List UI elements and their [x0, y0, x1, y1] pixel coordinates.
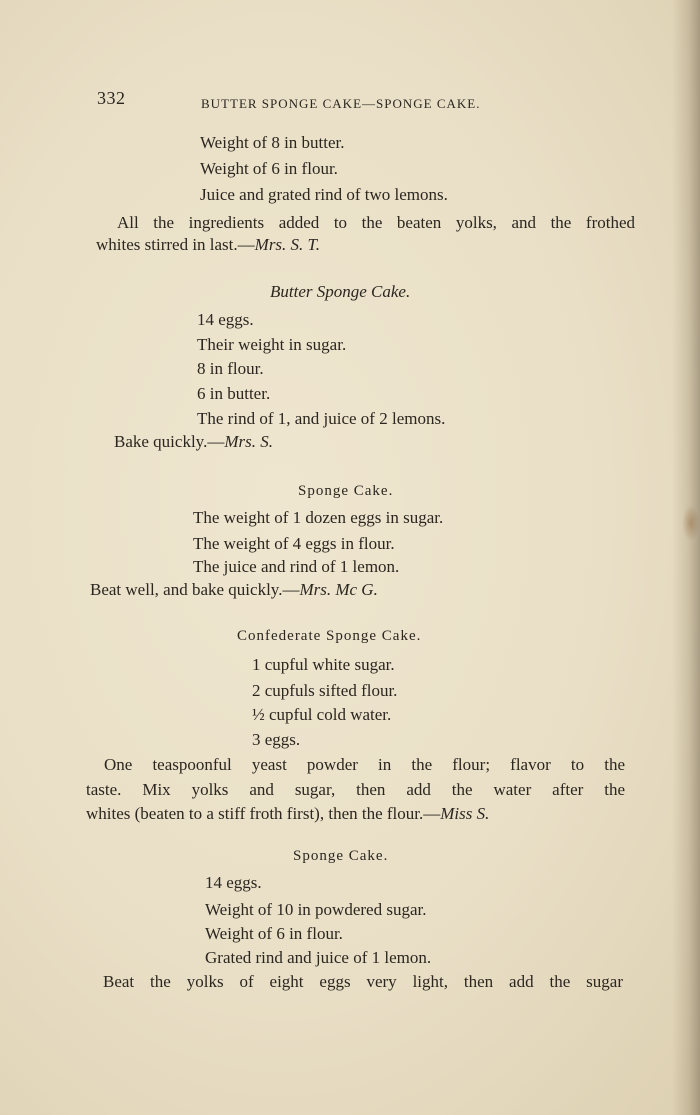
- ingredient-line: 2 cupfuls sifted flour.: [252, 681, 398, 700]
- instruction-line: One teaspoonful yeast powder in the flour; flavor to the: [104, 755, 625, 774]
- attribution: Mrs. Mc G.: [299, 580, 378, 599]
- ingredient-line: 8 in flour.: [197, 359, 264, 378]
- paper-stain: [682, 505, 700, 541]
- instruction-line: Beat the yolks of eight eggs very light, then add the sugar: [103, 972, 623, 991]
- ingredient-line: Grated rind and juice of 1 lemon.: [205, 948, 432, 967]
- recipe-title: Butter Sponge Cake.: [270, 282, 411, 301]
- instruction-line: Bake quickly.—Mrs. S.: [114, 432, 273, 451]
- ingredient-line: Their weight in sugar.: [197, 335, 347, 354]
- ingredient-line: Weight of 10 in powdered sugar.: [205, 900, 427, 919]
- instruction-line: taste. Mix yolks and sugar, then add the water after the: [86, 780, 625, 799]
- recipe-title: Confederate Sponge Cake.: [237, 628, 422, 644]
- ingredient-line: Weight of 8 in butter.: [200, 133, 345, 152]
- ingredient-line: 1 cupful white sugar.: [252, 655, 395, 674]
- ingredient-line: The weight of 4 eggs in flour.: [193, 534, 395, 553]
- running-title: BUTTER SPONGE CAKE—SPONGE CAKE.: [201, 96, 481, 111]
- recipe-title: Sponge Cake.: [293, 848, 389, 864]
- ingredient-line: 3 eggs.: [252, 730, 301, 749]
- instruction-line: whites (beaten to a stiff froth first), then the flour.—Miss S.: [86, 804, 490, 823]
- ingredient-line: ½ cupful cold water.: [252, 705, 392, 724]
- ingredient-line: 14 eggs.: [197, 310, 254, 329]
- attribution: Mrs. S.: [224, 432, 273, 451]
- instruction-line: whites stirred in last.—Mrs. S. T.: [96, 235, 320, 254]
- attribution: Mrs. S. T.: [254, 235, 320, 254]
- instruction-line: All the ingredients added to the beaten yolks, and the frothed: [117, 213, 635, 232]
- ingredient-line: 14 eggs.: [205, 873, 262, 892]
- recipe-title: Sponge Cake.: [298, 483, 394, 499]
- ingredient-line: Weight of 6 in flour.: [205, 924, 343, 943]
- ingredient-line: The weight of 1 dozen eggs in sugar.: [193, 508, 444, 527]
- instruction-line: Beat well, and bake quickly.—Mrs. Mc G.: [90, 580, 378, 599]
- attribution: Miss S.: [440, 804, 490, 823]
- ingredient-line: The juice and rind of 1 lemon.: [193, 557, 400, 576]
- ingredient-line: 6 in butter.: [197, 384, 271, 403]
- ingredient-line: Weight of 6 in flour.: [200, 159, 338, 178]
- page-number: 332: [97, 88, 126, 108]
- ingredient-line: The rind of 1, and juice of 2 lemons.: [197, 409, 446, 428]
- page-edge-shadow: [672, 0, 700, 1115]
- ingredient-line: Juice and grated rind of two lemons.: [200, 185, 448, 204]
